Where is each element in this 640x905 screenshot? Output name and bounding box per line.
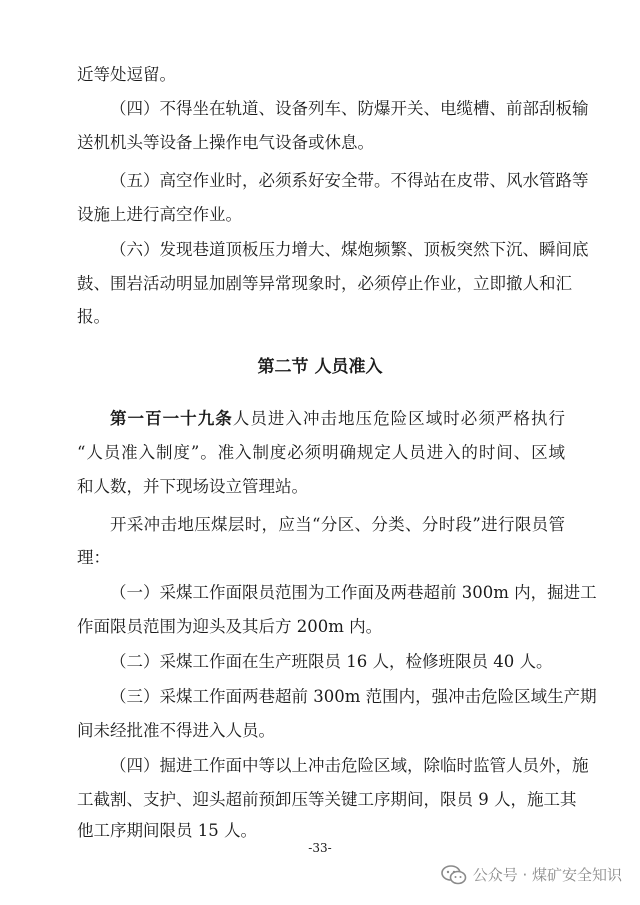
text-line: （二）采煤工作面在生产班限员 16 人，检修班限员 40 人。 xyxy=(110,652,553,671)
text-line: 工截割、支护、迎头超前预卸压等关键工序期间，限员 9 人，施工其 xyxy=(77,790,577,809)
text-line: 送机机头等设备上操作电气设备或休息。 xyxy=(77,133,374,152)
article-first-line xyxy=(110,408,565,430)
text-line: 理： xyxy=(77,548,110,567)
text-line: 设施上进行高空作业。 xyxy=(77,205,242,224)
text-line: （一）采煤工作面限员范围为工作面及两巷超前 300m 内，掘进工 xyxy=(110,583,597,602)
text-line: 报。 xyxy=(77,307,110,326)
wechat-icon xyxy=(441,865,467,885)
text-line: 作面限员范围为迎头及其后方 200m 内。 xyxy=(77,617,383,636)
text-line: 开采冲击地压煤层时，应当“分区、分类、分时段”进行限员管 xyxy=(110,515,565,534)
article-text: 人员进入冲击地压危险区域时必须严格执行 xyxy=(232,409,566,428)
article-label: 第一百一十九条 xyxy=(110,409,233,428)
text-line: 鼓、围岩活动明显加剧等异常现象时，必须停止作业，立即撤人和汇 xyxy=(77,274,572,293)
text-line: 他工序期间限员 15 人。 xyxy=(77,821,257,840)
text-line: （五）高空作业时，必须系好安全带。不得站在皮带、风水管路等 xyxy=(110,171,589,190)
text-line: 近等处逗留。 xyxy=(77,65,176,84)
text-line: 间未经批准不得进入人员。 xyxy=(77,721,275,740)
text-line: 和人数，并下现场设立管理站。 xyxy=(77,477,308,496)
text-line: （六）发现巷道顶板压力增大、煤炮频繁、顶板突然下沉、瞬间底 xyxy=(110,240,589,259)
text-line: “人员准入制度”。准入制度必须明确规定人员进入的时间、区域 xyxy=(77,443,565,462)
text-line: （三）采煤工作面两巷超前 300m 范围内，强冲击危险区域生产期 xyxy=(110,687,597,706)
section-title: 第二节 人员准入 xyxy=(257,357,383,377)
watermark-text: 公众号 · 煤矿安全知识 xyxy=(472,866,622,884)
text-line: （四）不得坐在轨道、设备列车、防爆开关、电缆槽、前部刮板输 xyxy=(110,99,589,118)
text-line: （四）掘进工作面中等以上冲击危险区域，除临时监管人员外，施 xyxy=(110,756,589,775)
page-number: -33- xyxy=(308,841,332,855)
watermark xyxy=(441,865,622,885)
